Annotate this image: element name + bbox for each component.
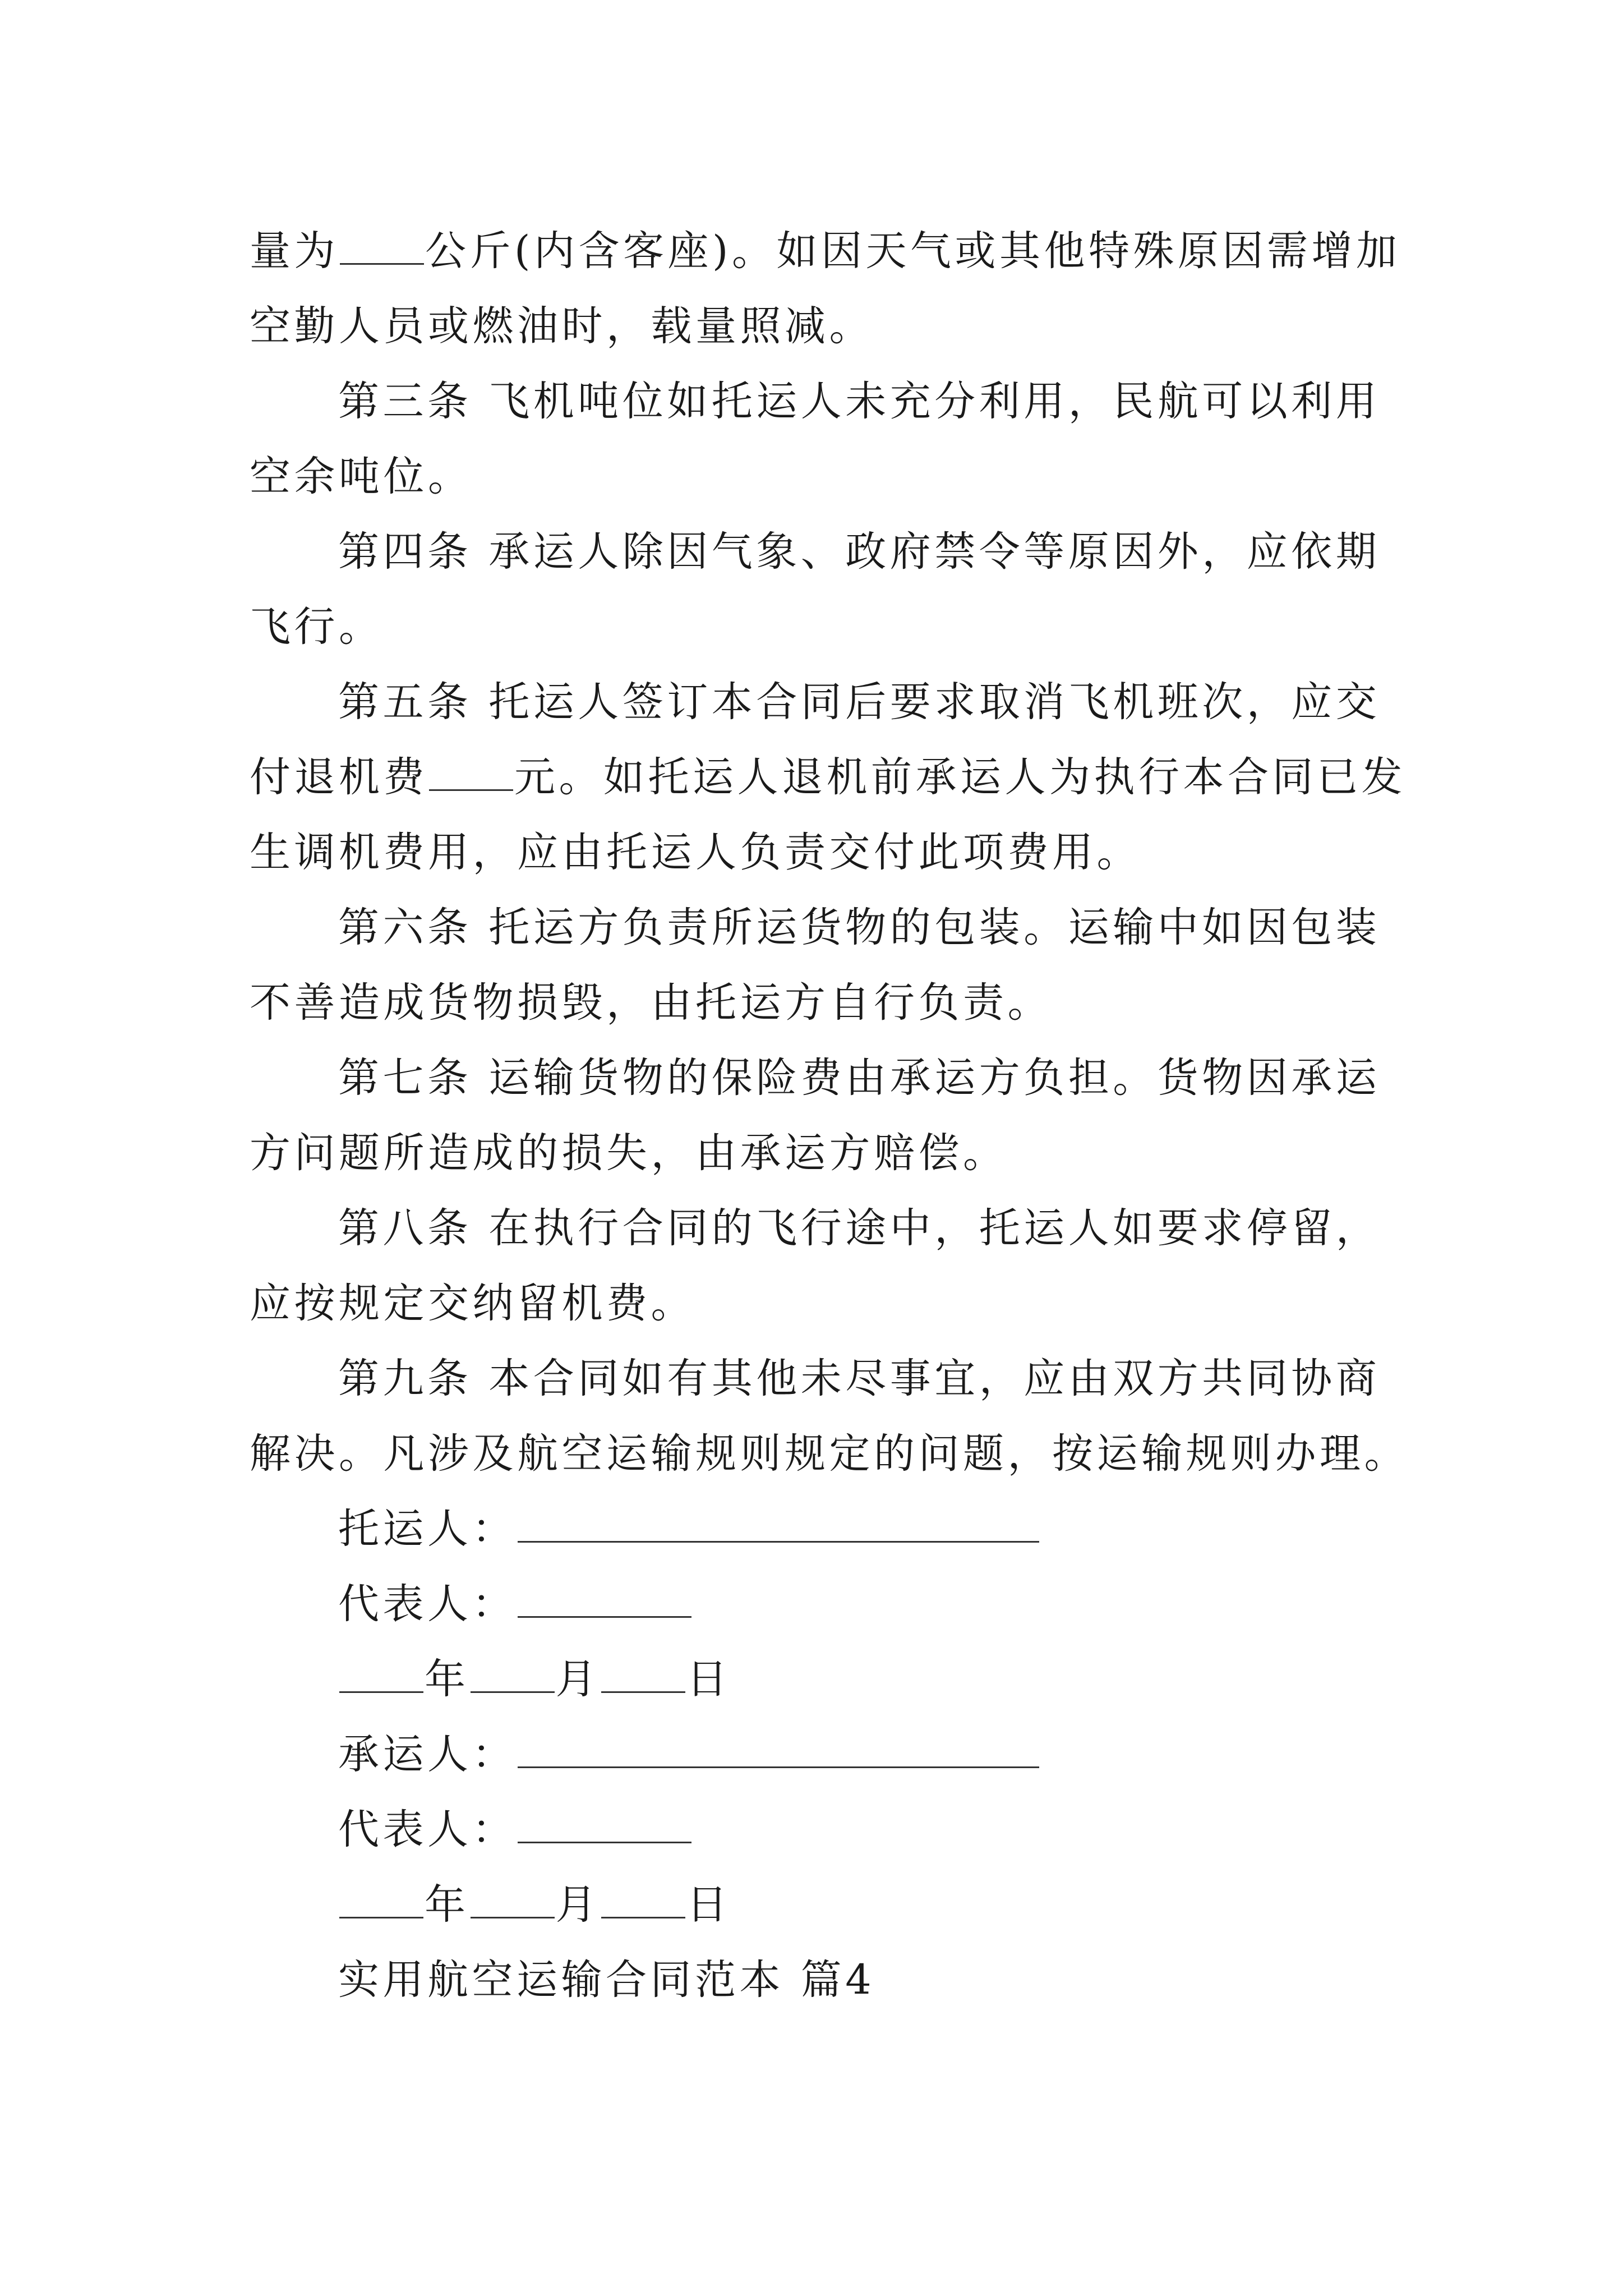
year-blank (339, 1882, 423, 1918)
month-blank (471, 1882, 555, 1918)
paragraph-line: 生调机费用，应由托运人负责交付此项费用。 (250, 829, 1141, 876)
paragraph-line: 应按规定交纳留机费。 (250, 1280, 695, 1327)
text-segment: 公斤(内含客座)。如因天气或其他特殊原因需增加 (425, 227, 1401, 275)
paragraph-line (250, 738, 1406, 817)
year-label: 年 (425, 1881, 469, 1929)
section-heading: 实用航空运输合同范本 篇4 (338, 1956, 875, 2004)
paragraph-line: 飞行。 (250, 603, 384, 651)
rep-label: 代表人： (338, 1806, 517, 1853)
consignor-blank (518, 1506, 1039, 1543)
clause-9-line: 第九条 本合同如有其他未尽事宜，应由双方共同协商 (338, 1355, 1381, 1402)
text-segment: 付退机费 (250, 753, 428, 801)
day-blank (601, 1657, 685, 1693)
blank-weight (340, 228, 424, 265)
carrier-label: 承运人： (338, 1731, 517, 1778)
day-blank (601, 1882, 685, 1918)
carrier-signature-line (338, 1715, 1040, 1794)
paragraph-line: 不善造成货物损毁，由托运方自行负责。 (250, 979, 1052, 1027)
day-label: 日 (686, 1655, 731, 1703)
clause-5-line: 第五条 托运人签订本合同后要求取消飞机班次，应交 (338, 678, 1381, 726)
month-label: 月 (555, 1881, 600, 1929)
rep-label: 代表人： (338, 1580, 517, 1628)
paragraph-line: 解决。凡涉及航空运输规则规定的问题，按运输规则办理。 (250, 1430, 1409, 1478)
clause-7-line: 第七条 运输货物的保险费由承运方负担。货物因承运 (338, 1054, 1381, 1102)
paragraph-line (250, 212, 1400, 291)
year-blank (339, 1657, 423, 1693)
consignor-signature-line (338, 1490, 1040, 1568)
year-label: 年 (425, 1655, 469, 1703)
text-segment: 元。如托运人退机前承运人为执行本合同已发 (514, 753, 1406, 801)
clause-8-line: 第八条 在执行合同的飞行途中，托运人如要求停留， (338, 1204, 1381, 1252)
date-line (338, 1866, 731, 1944)
day-label: 日 (686, 1881, 731, 1929)
consignor-rep-line (338, 1565, 693, 1644)
paragraph-line: 空余吨位。 (250, 453, 473, 500)
clause-3-line: 第三条 飞机吨位如托运人未充分利用，民航可以利用 (338, 378, 1381, 425)
paragraph-line: 空勤人员或燃油时，载量照减。 (250, 302, 874, 350)
paragraph-line: 方问题所造成的损失，由承运方赔偿。 (250, 1129, 1008, 1177)
carrier-blank (518, 1732, 1039, 1768)
text-segment: 量为 (250, 227, 339, 275)
rep-blank (518, 1581, 691, 1618)
month-label: 月 (555, 1655, 600, 1703)
blank-fee (429, 754, 513, 791)
clause-6-line: 第六条 托运方负责所运货物的包装。运输中如因包装 (338, 904, 1381, 951)
month-blank (471, 1657, 555, 1693)
date-line (338, 1640, 731, 1719)
clause-4-line: 第四条 承运人除因气象、政府禁令等原因外，应依期 (338, 528, 1381, 576)
consignor-label: 托运人： (338, 1505, 517, 1553)
carrier-rep-line (338, 1791, 693, 1869)
rep-blank (518, 1807, 691, 1843)
